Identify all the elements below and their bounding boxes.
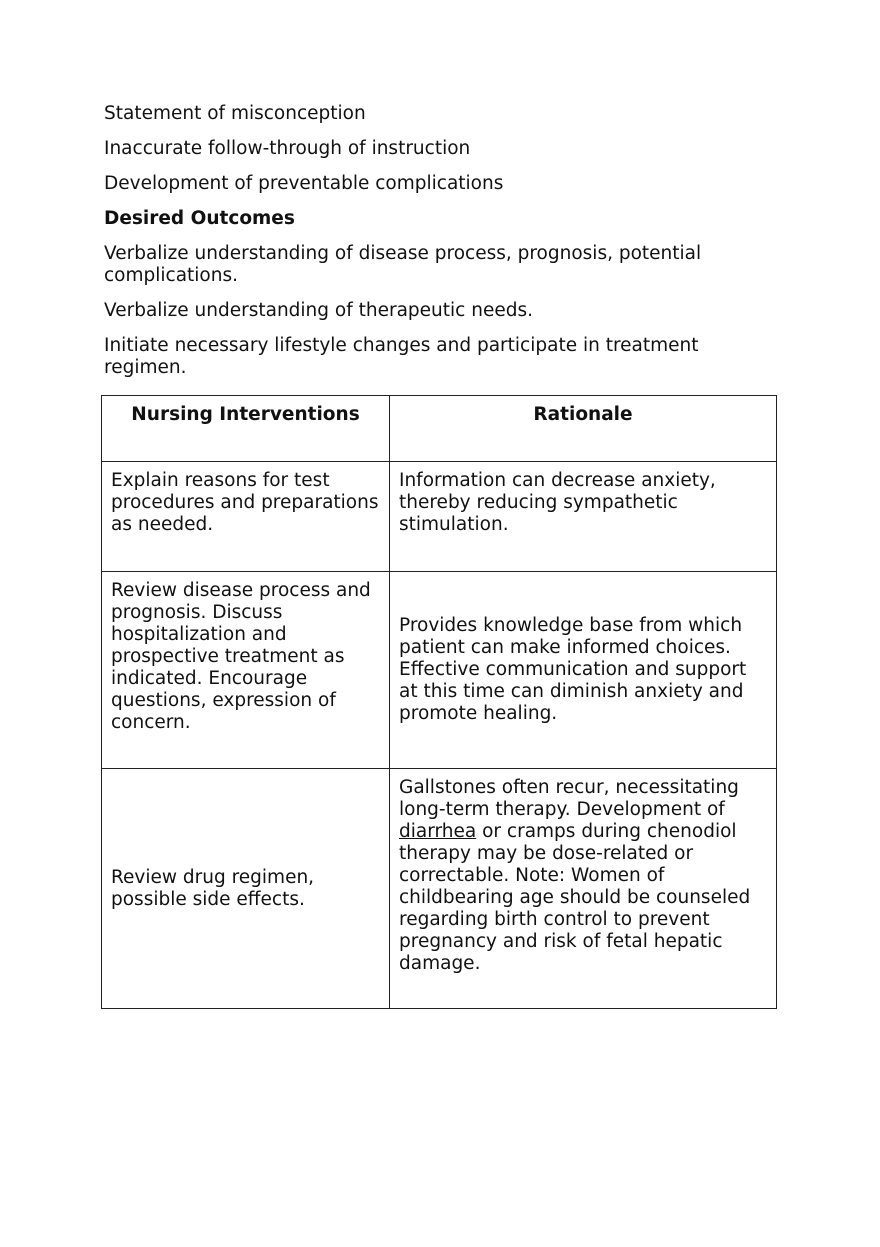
intervention-cell: Explain reasons for test procedures and preparations as needed. — [102, 462, 390, 572]
document-body — [104, 103, 784, 392]
desired-outcomes-heading: Desired Outcomes — [104, 208, 295, 229]
intro-line: Inaccurate follow-through of instruction — [104, 138, 471, 159]
rationale-cell: Information can decrease anxiety, thereby reducing sympathetic stimulation. — [390, 462, 777, 572]
column-header-rationale: Rationale — [390, 396, 777, 462]
intro-line: Statement of misconception — [104, 103, 366, 124]
intervention-cell: Review disease process and prognosis. Discuss hospitalization and prospective treatment as indicated. Encourage questions, expression of concern. — [102, 572, 390, 769]
intervention-cell: Review drug regimen, possible side effects. — [102, 769, 390, 1009]
outcome-item: Verbalize understanding of therapeutic needs. — [104, 300, 533, 321]
table-row — [102, 769, 777, 1009]
table-header-row — [102, 396, 777, 462]
outcome-item: Initiate necessary lifestyle changes and participate in treatment regimen. — [104, 335, 699, 378]
rationale-cell: Provides knowledge base from which patient can make informed choices. Effective communication and support at this time can diminish anxiety and promote healing. — [390, 572, 777, 769]
column-header-interventions: Nursing Interventions — [102, 396, 390, 462]
table-row — [102, 462, 777, 572]
nursing-interventions-table — [101, 395, 777, 1009]
outcome-item: Verbalize understanding of disease process, prognosis, potential complications. — [104, 243, 702, 286]
rationale-text: or cramps during chenodiol therapy may be dose-related or correctable. Note: Women of childbearing age should be counseled regarding birth control to prevent pregnancy and risk of fetal hepatic damage. — [399, 821, 751, 974]
diarrhea-link[interactable]: diarrhea — [399, 821, 477, 842]
rationale-text: Gallstones often recur, necessitating long-term therapy. Development of — [399, 777, 739, 820]
table-row — [102, 572, 777, 769]
rationale-cell — [390, 769, 777, 1009]
intro-line: Development of preventable complications — [104, 173, 504, 194]
